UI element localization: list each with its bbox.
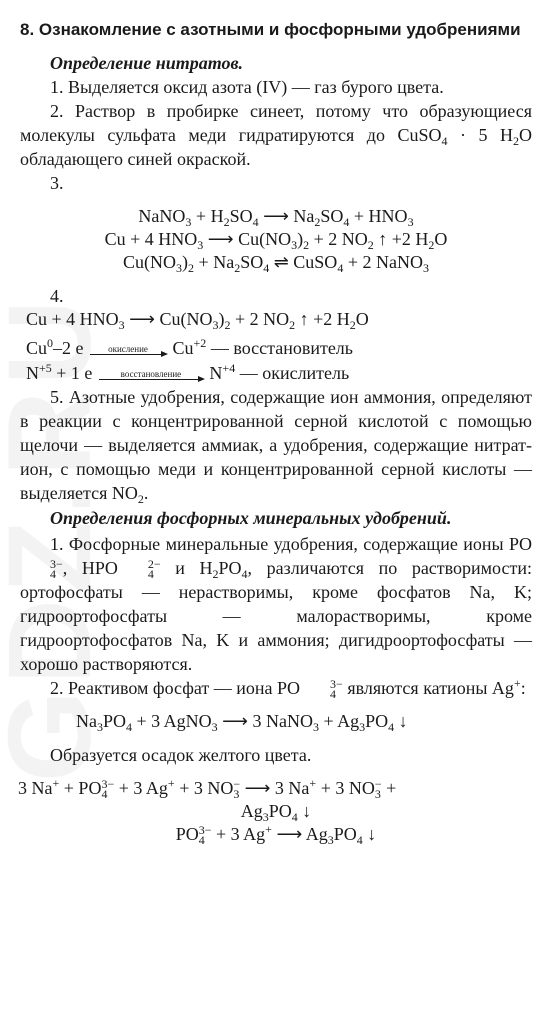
nitrates-heading: Определение нитратов. — [50, 53, 244, 73]
precipitate-note: Образуется осадок желтого цвета. — [50, 745, 312, 765]
equation-3: $Cu(NO_3)_2 + Na_2SO_4$ ⇌ CuSO$_4$ + 2 NaNO$_3$ — [123, 252, 429, 275]
nitrates-n4: 4. — [50, 286, 64, 306]
page-content — [20, 18, 532, 846]
equation-6: 3 Na+ + PO 3− 4 + 3 Ag+ + 3 NO − 3 ⟶ 3 Na+ + 3 NO − 3 + — [18, 776, 397, 801]
equation-5: $Na_3PO_4 + 3$ AgNO$_3$ ⟶ 3 NaNO$_3$ + $Ag_3PO_4$ ↓ — [76, 711, 408, 734]
nitrates-n3: 3. — [50, 173, 64, 193]
phosphates-heading: Определения фосфорных минеральных удобрений. — [50, 508, 452, 528]
nitrates-p1: 1. Выделяется оксид азота (IV) — газ бурого цвета. — [50, 77, 444, 97]
nitrates-p2: 2. Раствор в пробирке синеет, потому что образующиеся молекулы сульфата меди гидратируются до CuSO$_4$ · 5 $H_2O$ обладающего синей окраской. — [20, 101, 532, 169]
equation-4: Cu + 4 $HNO_3$ ⟶ $Cu(NO_3)_2 + 2$ $NO_2$ ↑ +2 $H_2O$ — [26, 309, 369, 332]
equation-2: Cu + 4 $HNO_3$ ⟶ $Cu(NO_3)_2 + 2$ $NO_2$ ↑ +2 $H_2O$ — [104, 229, 448, 252]
redox-oxidation: Cu$^0$–2 e окисление $Cu^{+2}$ — восстановитель — [26, 336, 354, 358]
section-title: 8. Ознакомление с азотными и фосфорными удобрениями — [20, 20, 521, 39]
phosphates-p1: 1. Фосфорные минеральные удобрения, содержащие ионы PO 3− 4 , HPO 2− 4 и $H_2PO_4$, различаются по растворимости: ортофосфаты — нерастворимы, кроме фосфатов Na, K; гидроортофосфаты — малорастворимы, кроме гидроортофосфатов Na, K и аммония; дигидроортофосфаты — хорошо растворяются. — [20, 534, 532, 674]
nitrates-p5: 5. Азотные удобрения, содержащие ион аммония, определяют в реакции с концентрированной серной кислотой с помощью щелочи — выделяется аммиак, а удобрения, содержащие нитрат-ион, с помощью меди и концентрированной серной кислоты — выделяется $NO_2$. — [20, 387, 532, 506]
phosphates-p2: 2. Реактивом фосфат — иона PO 3− 4 являются катионы Ag+: — [50, 676, 526, 701]
equation-7: PO 3− 4 + 3 Ag+ ⟶ $Ag_3PO_4$ ↓ — [175, 822, 377, 847]
redox-reduction: $N^{+5} + 1$ e восстановление $N^{+4}$ — окислитель — [26, 361, 350, 383]
equation-6-cont: $Ag_3PO_4$ ↓ — [240, 801, 312, 824]
equation-1: NaNO$_3$ + $H_2SO_4$ ⟶ $Na_2SO_4 + HNO_3$ — [138, 206, 414, 229]
